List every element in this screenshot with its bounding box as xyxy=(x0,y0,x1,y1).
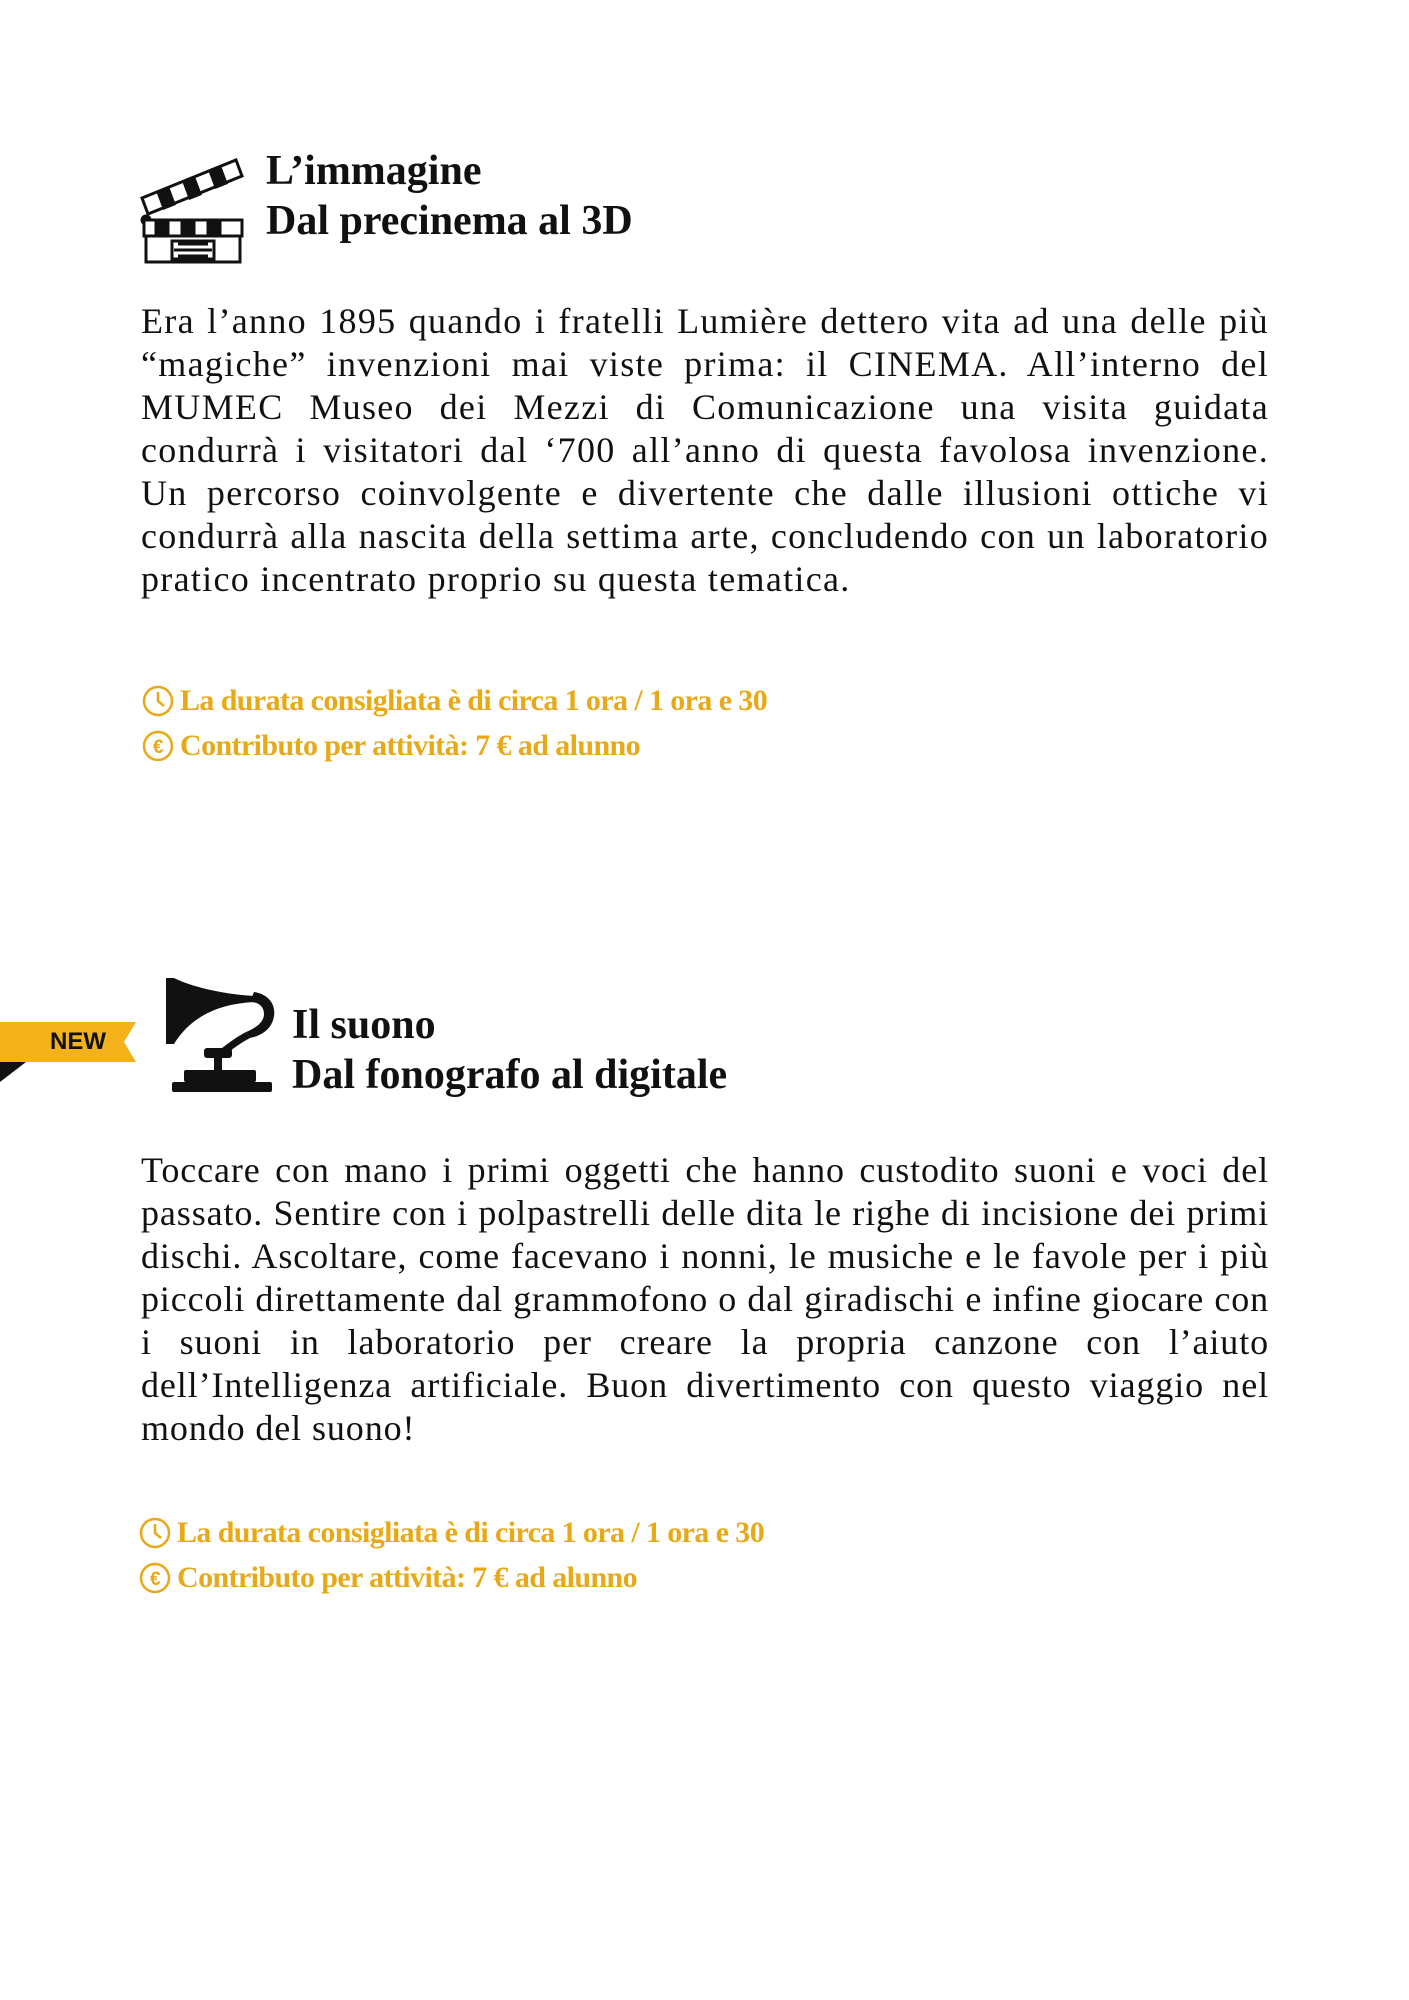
new-badge-label: NEW xyxy=(50,1028,106,1055)
duration-text: La durata consigliata è di circa 1 ora / 1 ora e 30 xyxy=(177,1516,765,1549)
price-info xyxy=(138,1561,637,1595)
gramophone-icon xyxy=(160,978,278,1094)
section-title xyxy=(266,146,633,246)
title-line-1: Il suono xyxy=(292,1002,436,1048)
title-line-1: L’immagine xyxy=(266,148,482,194)
euro-icon xyxy=(141,729,175,763)
section-body: Era l’anno 1895 quando i fratelli Lumière dettero vita ad una delle più “magiche” invenzioni mai viste prima: il CINEMA. All’interno del MUMEC Museo dei Mezzi di Comunicazione una visita guidata condurrà i visitatori dal ‘700 all’anno di questa favolosa invenzione. Un percorso coinvolgente e divertente che dalle illusioni ottiche vi condurrà alla nascita della settima arte, concludendo con un laboratorio pratico incentrato proprio su questa tematica. xyxy=(141,301,1269,599)
svg-text:€: € xyxy=(150,1569,160,1590)
euro-icon xyxy=(138,1561,172,1595)
clock-icon xyxy=(141,684,175,718)
price-text: Contributo per attività: 7 € ad alunno xyxy=(180,729,641,762)
price-info xyxy=(141,729,640,763)
duration-info xyxy=(138,1516,764,1550)
clock-icon xyxy=(138,1516,172,1550)
svg-text:€: € xyxy=(153,737,163,758)
section-body: Toccare con mano i primi oggetti che hanno custodito suoni e voci del passato. Sentire con i polpastrelli delle dita le righe di incisione dei primi dischi. Ascoltare, come facevano i nonni, le musiche e le favole per i più piccoli direttamente dal grammofono o dal giradischi e infine giocare con i suoni in laboratorio per creare la propria canzone con l’aiuto dell’Intelligenza artificiale. Buon divertimento con questo viaggio nel mondo del suono! xyxy=(141,1150,1269,1448)
clapperboard-icon xyxy=(138,140,250,266)
title-line-2: Dal precinema al 3D xyxy=(266,198,633,244)
duration-text: La durata consigliata è di circa 1 ora / 1 ora e 30 xyxy=(180,684,768,717)
price-text: Contributo per attività: 7 € ad alunno xyxy=(177,1561,638,1594)
new-badge xyxy=(0,1010,140,1091)
title-line-2: Dal fonografo al digitale xyxy=(292,1052,728,1098)
duration-info xyxy=(141,684,767,718)
section-title xyxy=(292,1000,727,1100)
